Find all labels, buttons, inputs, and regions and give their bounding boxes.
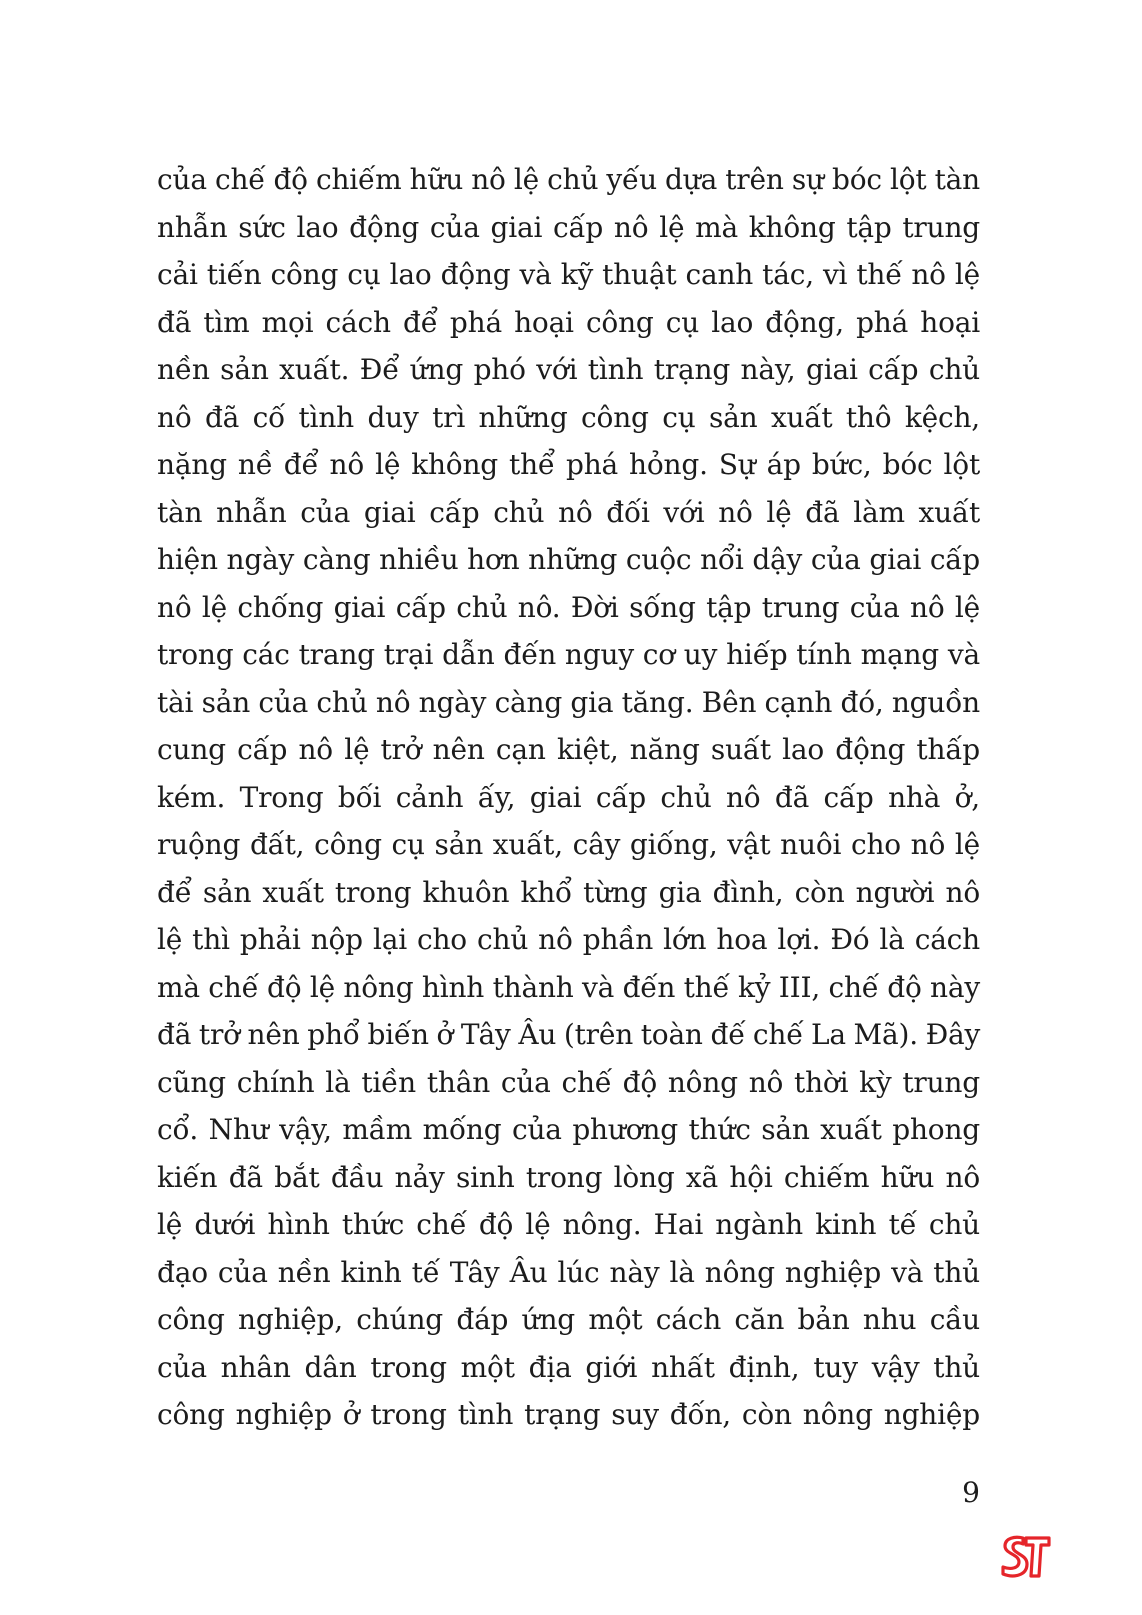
text-line: lệ dưới hình thức chế độ lệ nông. Hai ngành kinh tế chủ: [157, 1208, 980, 1241]
text-line: nhẫn sức lao động của giai cấp nô lệ mà không tập trung: [157, 210, 980, 244]
text-line: kém. Trong bối cảnh ấy, giai cấp chủ nô đã cấp nhà ở,: [157, 780, 980, 814]
text-line: nô đã cố tình duy trì những công cụ sản xuất thô kệch,: [157, 400, 980, 434]
text-line: nặng nề để nô lệ không thể phá hỏng. Sự áp bức, bóc lột: [157, 448, 980, 481]
publisher-logo-icon: [999, 1532, 1051, 1582]
text-line: đã trở nên phổ biến ở Tây Âu (trên toàn đế chế La Mã). Đây: [157, 1018, 981, 1051]
text-line: hiện ngày càng nhiều hơn những cuộc nổi dậy của giai cấp: [157, 543, 980, 576]
logo-s-shape: [1003, 1537, 1027, 1576]
text-line: tài sản của chủ nô ngày càng gia tăng. Bên cạnh đó, nguồn: [157, 685, 980, 719]
text-line: công nghiệp ở trong tình trạng suy đốn, còn nông nghiệp: [157, 1398, 980, 1431]
text-line: kiến đã bắt đầu nảy sinh trong lòng xã hội chiếm hữu nô: [157, 1160, 980, 1194]
text-line: của nhân dân trong một địa giới nhất định, tuy vậy thủ: [157, 1350, 980, 1384]
text-line: đạo của nền kinh tế Tây Âu lúc này là nông nghiệp và thủ: [157, 1255, 980, 1289]
text-line: cung cấp nô lệ trở nên cạn kiệt, năng suất lao động thấp: [157, 733, 980, 766]
text-line: nền sản xuất. Để ứng phó với tình trạng này, giai cấp chủ: [157, 353, 980, 386]
text-line: mà chế độ lệ nông hình thành và đến thế kỷ III, chế độ này: [157, 970, 980, 1004]
body-text: [157, 156, 980, 1439]
text-line: cổ. Như vậy, mầm mống của phương thức sản xuất phong: [157, 1113, 980, 1146]
text-line: để sản xuất trong khuôn khổ từng gia đình, còn người nô: [157, 875, 980, 909]
page-number: 9: [962, 1476, 980, 1509]
text-line: cải tiến công cụ lao động và kỹ thuật canh tác, vì thế nô lệ: [157, 258, 980, 291]
text-line: của chế độ chiếm hữu nô lệ chủ yếu dựa trên sự bóc lột tàn: [157, 163, 980, 196]
text-line: tàn nhẫn của giai cấp chủ nô đối với nô lệ đã làm xuất: [157, 495, 980, 529]
text-line: lệ thì phải nộp lại cho chủ nô phần lớn hoa lợi. Đó là cách: [157, 923, 980, 956]
text-line: ruộng đất, công cụ sản xuất, cây giống, vật nuôi cho nô lệ: [157, 828, 980, 861]
text-line: nô lệ chống giai cấp chủ nô. Đời sống tập trung của nô lệ: [157, 590, 980, 624]
logo-t-shape: [1026, 1538, 1049, 1576]
text-line: công nghiệp, chúng đáp ứng một cách căn bản nhu cầu: [157, 1303, 980, 1336]
text-line: cũng chính là tiền thân của chế độ nông nô thời kỳ trung: [157, 1065, 980, 1099]
text-line: trong các trang trại dẫn đến nguy cơ uy hiếp tính mạng và: [157, 638, 980, 671]
text-line: đã tìm mọi cách để phá hoại công cụ lao động, phá hoại: [157, 305, 980, 339]
